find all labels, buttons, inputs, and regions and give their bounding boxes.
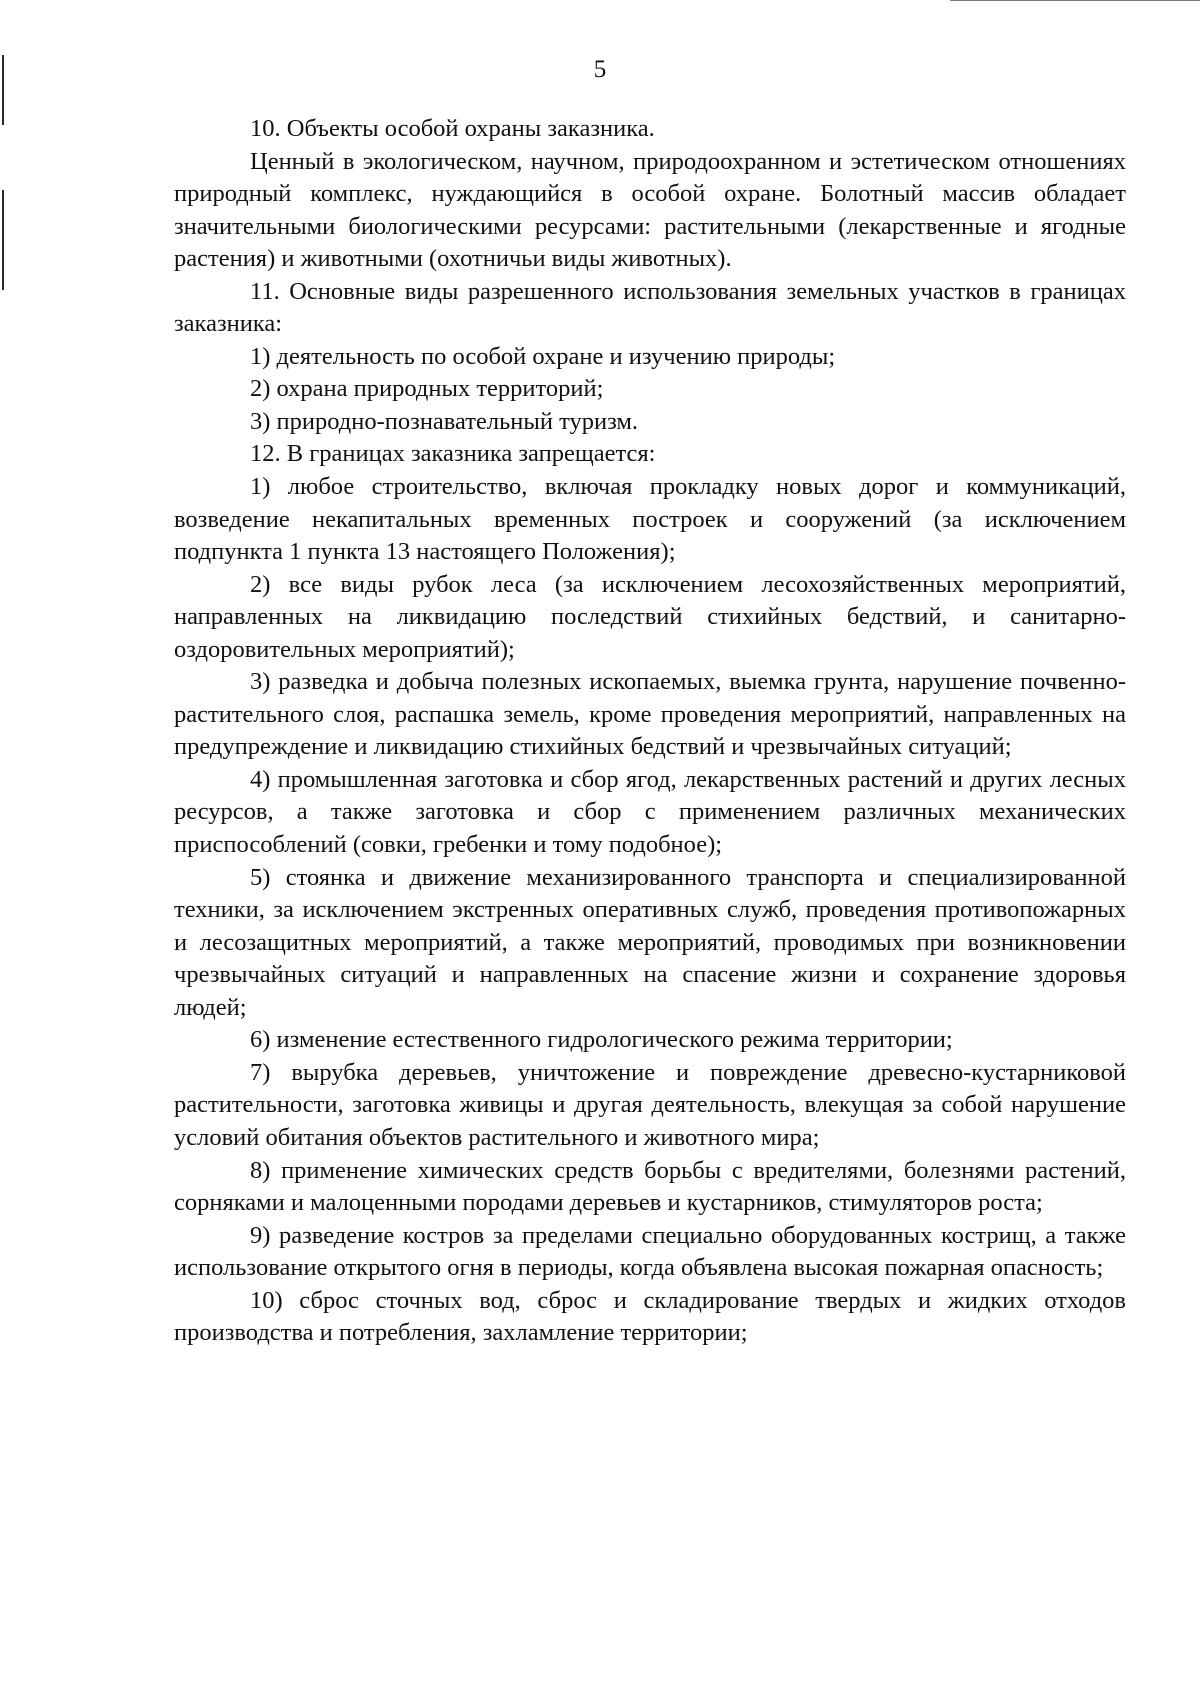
section-heading-12: 12. В границах заказника запрещается:	[250, 440, 656, 468]
list-item: 4) промышленная заготовка и сбор ягод, лекарственных растений и других лесных ресурсов, а также заготовка и сбор с применением различных механических приспособлений (совки, гребенки и тому подобное);	[174, 765, 1126, 859]
list-item: 2) все виды рубок леса (за исключением лесохозяйственных мероприятий, направленных на ликвидацию последствий стихийных бедствий, и санитарно-оздоровительных мероприятий);	[174, 570, 1126, 663]
list-item: 2) охрана природных территорий;	[250, 375, 604, 403]
section-heading-10: 10. Объекты особой охраны заказника.	[250, 115, 655, 142]
scan-edge-mark	[2, 190, 4, 290]
list-item: 9) разведение костров за пределами специально оборудованных кострищ, а также использование открытого огня в периоды, когда объявлена высокая пожарная опасность;	[174, 1221, 1126, 1282]
scan-edge-line	[950, 0, 1200, 1]
list-item: 8) применение химических средств борьбы с вредителями, болезнями растений, сорняками и малоценными породами деревьев и кустарников, стимуляторов роста;	[174, 1156, 1126, 1217]
list-item: 3) разведка и добыча полезных ископаемых, выемка грунта, нарушение почвенно-растительного слоя, распашка земель, кроме проведения мероприятий, направленных на предупреждение и ликвидацию стихийных бедствий и чрезвычайных ситуаций;	[174, 668, 1126, 761]
document-body	[174, 113, 1126, 1350]
list-item: 3) природно-познавательный туризм.	[250, 407, 639, 435]
list-item: 5) стоянка и движение механизированного транспорта и специализированной техники, за исключением экстренных оперативных служб, проведения противопожарных и лесозащитных мероприятий, а также мероприятий, проводимых при возникновении чрезвычайных ситуаций и направленных на спасение жизни и сохранение здоровья людей;	[174, 863, 1126, 1021]
page-number: 5	[593, 56, 607, 83]
list-item: 10) сброс сточных вод, сброс и складирование твердых и жидких отходов производства и потребления, захламление территории;	[174, 1286, 1126, 1347]
section-heading-11: 11. Основные виды разрешенного использования земельных участков в границах заказника:	[174, 277, 1126, 338]
list-item: 1) любое строительство, включая прокладку новых дорог и коммуникаций, возведение некапитальных временных построек и сооружений (за исключением подпункта 1 пункта 13 настоящего Положения);	[174, 473, 1126, 566]
list-item: 1) деятельность по особой охране и изучению природы;	[250, 342, 836, 370]
paragraph-protection-objects: Ценный в экологическом, научном, природоохранном и эстетическом отношениях природный комплекс, нуждающийся в особой охране. Болотный массив обладает значительными биологическими ресурсами: растительными (лекарственные и ягодные растения) и животными (охотничьи виды животных).	[174, 147, 1126, 273]
list-item: 6) изменение естественного гидрологического режима территории;	[250, 1026, 953, 1054]
list-item: 7) вырубка деревьев, уничтожение и повреждение древесно-кустарниковой растительности, заготовка живицы и другая деятельность, влекущая за собой нарушение условий обитания объектов растительного и животного мира;	[174, 1058, 1126, 1151]
